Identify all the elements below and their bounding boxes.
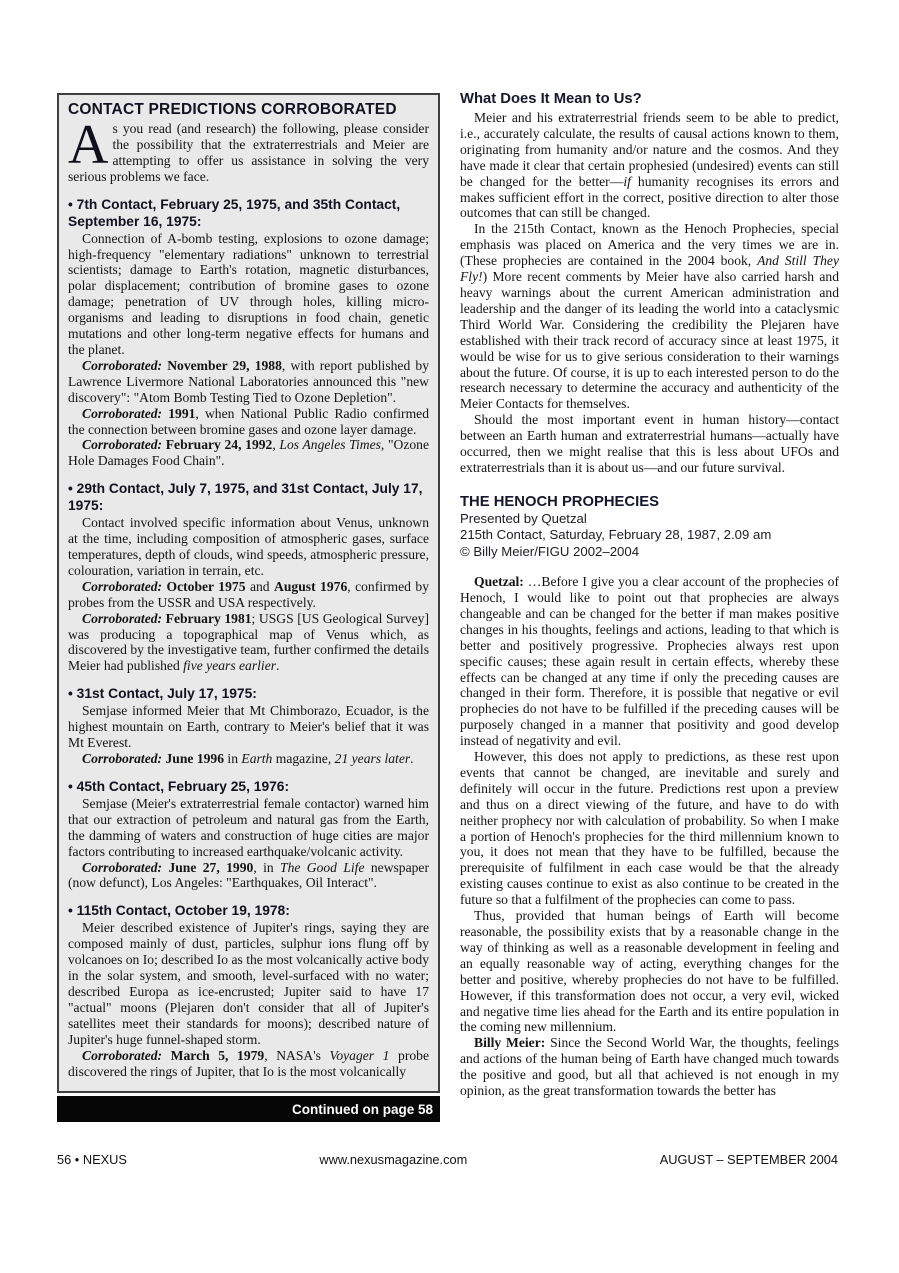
henoch-prophecies-heading: THE HENOCH PROPHECIES (460, 493, 659, 510)
box-title: CONTACT PREDICTIONS CORROBORATED (68, 101, 397, 118)
text-run: ) More recent comments by Meier have also carried harsh and heavy warnings about the current American administration and leadership and the danger of its leading the world into a cataclysmic Third World War. Considering the credibility the Plejaren have established with their track record of accuracy since at least 1975, it would be wise for us to give serious consideration to their warnings about the future. Of course, it is up to each interested person to do the research necessary to determine the accuracy and authenticity of the Meier Contacts for themselves. (460, 269, 840, 412)
text-run: Semjase informed Meier that Mt Chimborazo, Ecuador, is the highest mountain on Earth, contrary to Meier's belief that it was Mt Everest. (68, 703, 429, 751)
text-run: , "Ozone Hole Damages Food Chain". (68, 437, 429, 469)
paragraph (68, 703, 429, 751)
text-run: June 27, 1990 (168, 859, 254, 875)
text-run: Voyager 1 (329, 1047, 390, 1063)
paragraph (68, 579, 429, 611)
text-run: Corroborated: (82, 610, 163, 626)
text-run: in (224, 751, 242, 766)
text-run: Since the Second World War, the thoughts, feelings and actions of the human being of Earth have changed much towards the positive and good, but all that achieved is not enough in my opinion, as the great transformation towards the better has (460, 1035, 840, 1099)
footer-issue-date: AUGUST – SEPTEMBER 2004 (659, 1152, 838, 1167)
text-run: magazine, (272, 751, 335, 766)
text-run: Should the most important event in human history—contact between an Earth human and extraterrestrial humans—actually have occurred, then we might realise that this is less about UFOs and extraterrestrials than it is about us—and our future survival. (460, 412, 839, 475)
box-intro-paragraph (68, 114, 429, 185)
paragraph (460, 412, 839, 476)
contact-section-heading: • 115th Contact, October 19, 1978: (68, 903, 290, 919)
text-run: Quetzal: (474, 574, 524, 590)
text-run: and (245, 578, 275, 594)
text-run: probe discovered the rings of Jupiter, that Io is the most volcanically (68, 1047, 429, 1079)
text-run: The Good Life (280, 859, 365, 875)
text-run: Meier and his extraterrestrial friends seem to be able to predict, i.e., accurately calculate, the results of causal actions known to them, originating from humanity and/or nature and the cosmos. And they have made it clear that certain prophesied (undesired) events can still be changed for the better— (460, 110, 839, 189)
box-sections (68, 196, 429, 1080)
text-run: November 29, 1988 (167, 357, 282, 373)
text-run: February 24, 1992 (165, 437, 273, 453)
paragraph (460, 110, 839, 221)
text-run: February 1981 (165, 610, 252, 626)
paragraph (68, 358, 429, 406)
text-run: Corroborated: (82, 405, 163, 421)
text-run: five years earlier (183, 658, 277, 674)
paragraph (68, 515, 429, 579)
text-run: 21 years later (334, 751, 411, 766)
henoch-byline-block (460, 511, 839, 560)
text-run: ; USGS [US Geological Survey] was producing a topographical map of Venus which, as discovered by the investigative team, further confirmed the details Meier had published (68, 610, 429, 674)
text-run: newspaper (now defunct), Los Angeles: "Earthquakes, Oil Interact". (68, 859, 429, 891)
text-run: In the 215th Contact, known as the Henoch Prophecies, special emphasis was placed on America and the very times we are in. (These prophecies are contained in the 2004 book, (460, 221, 839, 269)
paragraph (460, 1035, 839, 1099)
continued-bar (57, 1096, 440, 1122)
text-run: 1991 (168, 405, 196, 421)
text-run: However, this does not apply to predictions, as these rest upon events that cannot be changed, are inevitable and surely and definitely will occur in the future. Predictions rest upon a preview and thus on a direct viewing of the future, and have to do with neither prophecy nor with calculation of probability. So when I make a portion of Henoch's prophecies for the third millennium known to you, it does not mean that they have to be fulfilled, because the prerequisite of fulfilment in each case would be that the already existing causes continue to exist as also continue to be created in the future so that a fulfilment of the prophecies can come to pass. (460, 749, 839, 908)
text-run: Connection of A-bomb testing, explosions to ozone damage; high-frequency "elementary radiations" unknown to terrestrial scientists; damage to Earth's rotation, magnetic disturbances, polar displacement; contribution of bromine gases to ozone damage; penetration of UV through holes, killing micro-organisms and leading to disruptions in food chain, genetic mutations and other long-term negative effects for humans and the planet. (68, 230, 429, 357)
text-run: Semjase (Meier's extraterrestrial female contactor) warned him that our extraction of petroleum and natural gas from the Earth, the damming of waters and construction of huge cities are major factors contributing to increased earthquake/volcanic activity. (68, 795, 429, 859)
text-run: , NASA's (264, 1047, 330, 1063)
text-run (162, 1048, 171, 1063)
text-run: . (276, 658, 280, 674)
text-run: Meier described existence of Jupiter's rings, saying they are composed mainly of dust, particles, sulphur ions flung off by volcanoes on Io; described Io as the most volcanically active body in the solar system, and smooth, level-surfaced with no water; described Europa as ice-encrusted; Jupiter said to have 17 "actual" moons (Plejaren don't consider that all of Jupiter's satellites meet their standards for moons); described nature of Jupiter's huge funnel-shaped storm. (68, 920, 429, 1047)
text-run: humanity recognises its errors and makes sufficient effort in the correct, positive direction to alter those outcomes that can still be changed. (460, 173, 840, 221)
text-run: June 1996 (165, 751, 225, 766)
what-it-means-paragraphs (460, 110, 839, 476)
text-run: Los Angeles Times (279, 437, 381, 453)
paragraph (68, 406, 429, 438)
text-run: …Before I give you a clear account of the prophecies of Henoch, I would like to point out that prophecies are always changeable and can be changed for the better if man makes positive changes in his thoughts, feelings and actions, leading to that which is better and positively progressive. Prophecies always rest upon specific causes; these again result in certain effects, whereby these effects can be changed at any time if only the preceding causes are changed in their form. Therefore, it is possible that negative or evil prophecies do not have to be fulfilled if the preceding causes will be purposely changed in a manner that positivity and good develop instead of negativity and evil. (460, 574, 839, 749)
text-run: Earth (241, 751, 273, 766)
text-run: , with report published by Lawrence Livermore National Laboratories announced this "new discovery": "Atom Bomb Testing Tied to Ozone Depletion". (68, 357, 429, 405)
text-run: Corroborated: (82, 437, 163, 453)
footer-page-number: 56 • NEXUS (57, 1152, 127, 1167)
text-run: . (410, 751, 414, 766)
paragraph (68, 1048, 429, 1080)
text-run: Contact involved specific information about Venus, unknown at the time, including composition of atmospheric gases, surface temperatures, depth of clouds, wind speeds, atmospheric pressure, colouration, variation in terrain, etc. (68, 515, 429, 578)
henoch-byline: Presented by Quetzal (460, 510, 587, 526)
text-run: , in (253, 859, 281, 875)
drop-cap: A (68, 114, 109, 176)
contact-section-heading: • 45th Contact, February 25, 1976: (68, 778, 290, 794)
paragraph (68, 920, 429, 1047)
henoch-paragraphs (460, 574, 839, 1099)
text-run: if (623, 173, 631, 189)
paragraph (68, 860, 429, 892)
text-run: , when National Public Radio confirmed the connection between bromine gases and ozone layer damage. (68, 405, 429, 437)
continued-label: Continued on page 58 (291, 1101, 433, 1117)
text-run: Corroborated: (82, 859, 163, 875)
text-run: March 5, 1979 (170, 1047, 265, 1063)
text-run: Corroborated: (82, 751, 163, 766)
paragraph (68, 751, 429, 767)
paragraph (68, 437, 429, 469)
paragraph (460, 749, 839, 908)
text-run: October 1975 (166, 578, 246, 594)
footer-website: www.nexusmagazine.com (319, 1152, 468, 1167)
contact-section-heading: • 29th Contact, July 7, 1975, and 31st Contact, July 17, 1975: (68, 481, 423, 514)
text-run: Corroborated: (82, 357, 163, 373)
text-run: , (272, 437, 280, 453)
contact-section-heading: • 7th Contact, February 25, 1975, and 35th Contact, September 16, 1975: (68, 196, 401, 229)
text-run: August 1976 (274, 578, 348, 594)
paragraph (460, 908, 839, 1035)
henoch-byline: 215th Contact, Saturday, February 28, 1987, 2.09 am (460, 527, 772, 543)
spacer (460, 560, 839, 574)
page-footer (57, 1152, 838, 1167)
text-run: Corroborated: (82, 1047, 163, 1063)
paragraph (68, 796, 429, 860)
right-column (460, 91, 839, 1099)
paragraph (460, 574, 839, 749)
text-run: And Still They Fly! (460, 253, 839, 285)
text-run: Billy Meier: (474, 1035, 546, 1051)
contact-predictions-box (57, 93, 440, 1093)
contact-section-heading: • 31st Contact, July 17, 1975: (68, 686, 257, 702)
henoch-byline: © Billy Meier/FIGU 2002–2004 (460, 543, 640, 559)
text-run: Corroborated: (82, 578, 163, 594)
paragraph (68, 611, 429, 675)
box-intro-text: s you read (and research) the following, please consider the possibility that the extraterrestrials and Meier are attempting to offer us assistance in solving the very serious problems we face. (68, 121, 429, 184)
paragraph (460, 221, 839, 412)
paragraph (68, 231, 429, 358)
text-run: , confirmed by probes from the USSR and USA respectively. (68, 578, 430, 610)
what-it-means-heading: What Does It Mean to Us? (460, 91, 642, 107)
text-run: Thus, provided that human beings of Earth will become reasonable, the possibility exists that by a reasonable change in the way of thinking as well as a reasonable development in feeling and an equally reasonable way of acting, everything changes for the better and positive, whereby prophecies do not have to be fulfilled. However, if this transformation does not occur, a very evil, wicked and negative time lies ahead for the Earth and its entire population in the coming new millennium. (460, 908, 839, 1035)
